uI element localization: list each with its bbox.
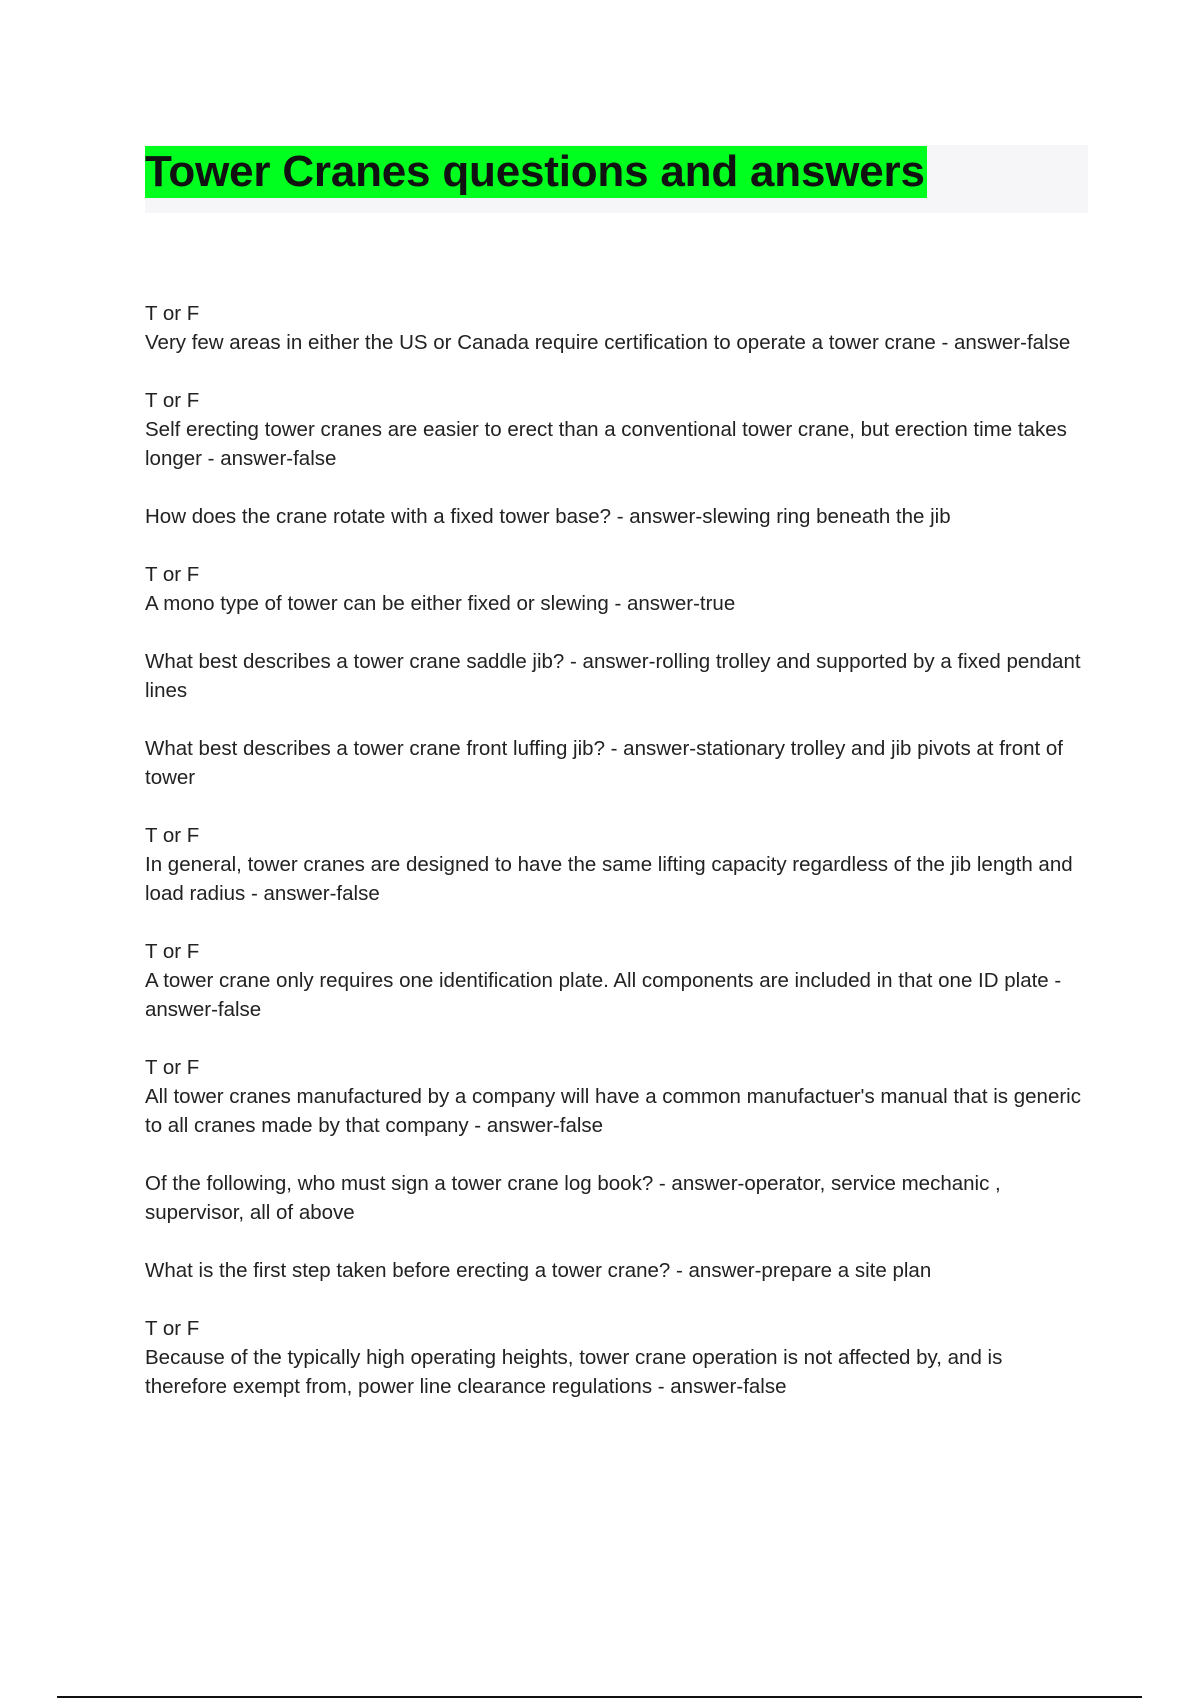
qa-item <box>145 1169 1090 1227</box>
qa-prefix: T or F <box>145 302 200 325</box>
qa-text: How does the crane rotate with a fixed tower base? - answer-slewing ring beneath the jib <box>145 505 951 528</box>
qa-item <box>145 647 1090 705</box>
qa-prefix: T or F <box>145 1317 200 1340</box>
qa-text: A tower crane only requires one identification plate. All components are included in that one ID plate - answer-false <box>145 969 1062 1021</box>
qa-item <box>145 937 1090 1024</box>
qa-item <box>145 1053 1090 1140</box>
qa-item <box>145 1314 1090 1401</box>
qa-text: What best describes a tower crane saddle jib? - answer-rolling trolley and supported by a fixed pendant lines <box>145 650 1081 702</box>
qa-prefix: T or F <box>145 1056 200 1079</box>
qa-prefix: T or F <box>145 563 200 586</box>
qa-prefix: T or F <box>145 824 200 847</box>
qa-text: Very few areas in either the US or Canada require certification to operate a tower crane - answer-false <box>145 331 1071 354</box>
qa-prefix: T or F <box>145 389 200 412</box>
qa-item <box>145 1256 1090 1285</box>
qa-text: Self erecting tower cranes are easier to erect than a conventional tower crane, but erection time takes longer - answer-false <box>145 418 1067 470</box>
qa-list <box>145 299 1090 1430</box>
qa-prefix: T or F <box>145 940 200 963</box>
qa-text: A mono type of tower can be either fixed or slewing - answer-true <box>145 592 736 615</box>
qa-item <box>145 386 1090 473</box>
qa-item <box>145 734 1090 792</box>
qa-text: In general, tower cranes are designed to have the same lifting capacity regardless of the jib length and load radius - answer-false <box>145 853 1073 905</box>
qa-item <box>145 560 1090 618</box>
qa-item <box>145 502 1090 531</box>
qa-item <box>145 299 1090 357</box>
document-title: Tower Cranes questions and answers <box>145 147 925 196</box>
qa-text: What is the first step taken before erecting a tower crane? - answer-prepare a site plan <box>145 1259 932 1282</box>
qa-text: All tower cranes manufactured by a company will have a common manufactuer's manual that is generic to all cranes made by that company - answer-false <box>145 1085 1081 1137</box>
qa-item <box>145 821 1090 908</box>
qa-text: Of the following, who must sign a tower crane log book? - answer-operator, service mechanic , supervisor, all of above <box>145 1172 1001 1224</box>
footer-divider <box>57 1696 1142 1698</box>
qa-text: Because of the typically high operating heights, tower crane operation is not affected by, and is therefore exempt from, power line clearance regulations - answer-false <box>145 1346 1003 1398</box>
qa-text: What best describes a tower crane front luffing jib? - answer-stationary trolley and jib pivots at front of tower <box>145 737 1064 789</box>
